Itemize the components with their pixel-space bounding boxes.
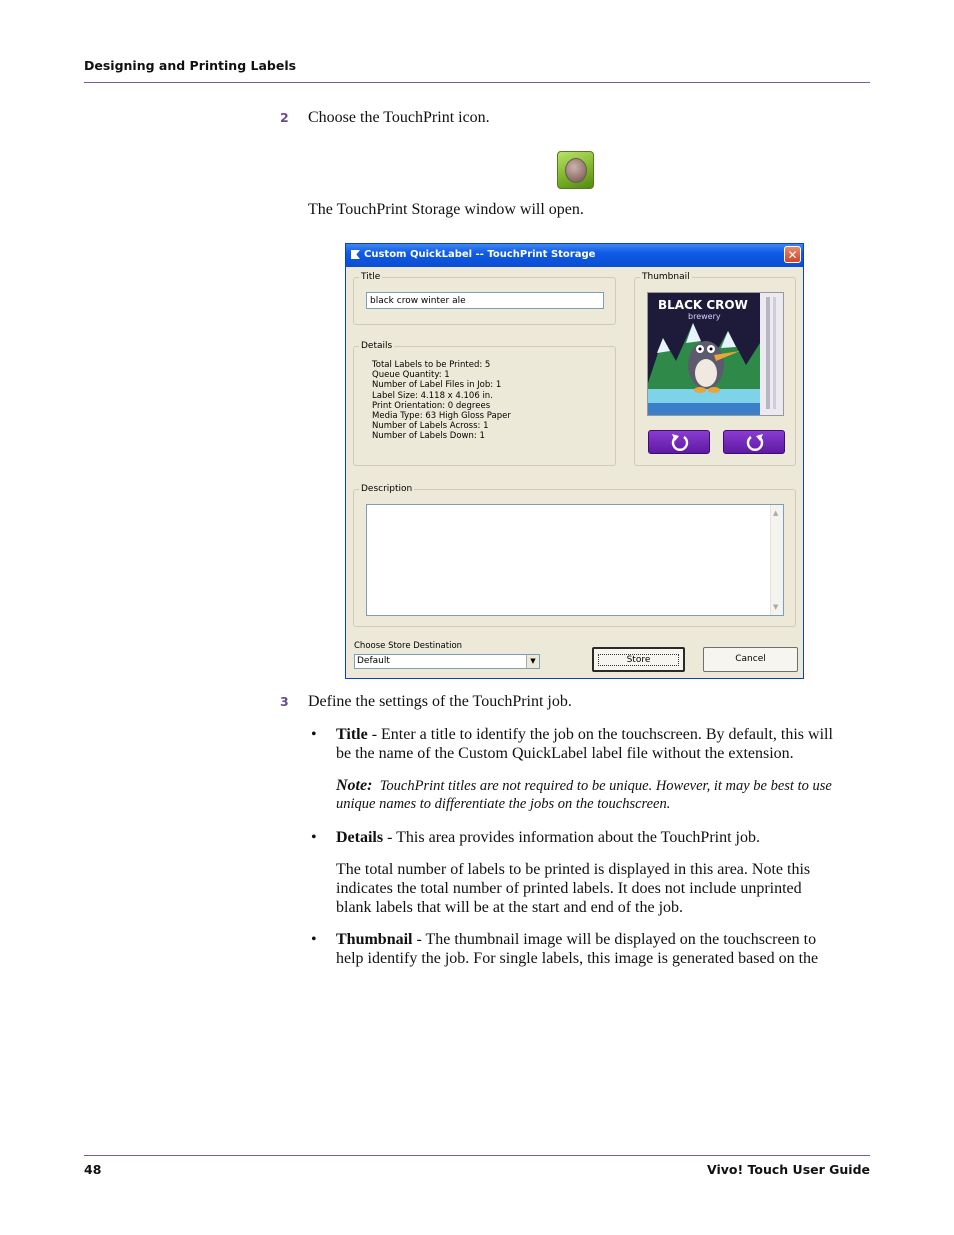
title-bullet-line2: be the name of the Custom QuickLabel label file without the extension. (336, 745, 794, 762)
details-bullet-line (336, 828, 760, 847)
step-2-result-text: The TouchPrint Storage window will open. (308, 201, 584, 218)
description-textarea[interactable] (366, 504, 784, 616)
title-bullet-line1 (336, 725, 833, 744)
cancel-button[interactable]: Cancel (703, 647, 798, 672)
thumbnail-description: - The thumbnail image will be displayed on the touchscreen to (412, 931, 817, 948)
store-destination-select[interactable] (354, 654, 540, 669)
note-line2: unique names to differentiate the jobs on the touchscreen. (336, 796, 671, 812)
bullet-icon: • (311, 726, 317, 743)
description-group-label: Description (361, 484, 413, 494)
destination-label: Choose Store Destination (354, 641, 463, 651)
description-scrollbar[interactable] (770, 505, 783, 615)
details-group-label: Details (361, 341, 393, 351)
description-group (353, 484, 796, 627)
thumbnail-bullet-line2: help identify the job. For single labels, this image is generated based on the (336, 950, 819, 967)
details-line: Number of Labels Across: 1 (372, 421, 489, 432)
rotate-right-button[interactable] (723, 430, 785, 454)
footer-rule (84, 1155, 870, 1156)
thumbnail-bullet-line1 (336, 930, 816, 949)
guide-title: Vivo! Touch User Guide (707, 1162, 870, 1177)
scroll-down-icon[interactable]: ▼ (773, 603, 779, 611)
step-3-text: Define the settings of the TouchPrint job. (308, 693, 572, 710)
details-line: Print Orientation: 0 degrees (372, 400, 491, 411)
touchprint-storage-window (345, 243, 804, 679)
page-number: 48 (84, 1162, 102, 1177)
thumbnail-term: Thumbnail (336, 931, 413, 948)
details-line: Media Type: 63 High Gloss Paper (372, 411, 511, 422)
running-header: Designing and Printing Labels (84, 58, 297, 73)
title-group-label: Title (361, 272, 381, 282)
rotate-left-icon (670, 433, 690, 451)
details-line: Number of Label Files in Job: 1 (372, 380, 502, 391)
details-para-line3: blank labels that will be at the start and end of the job. (336, 899, 684, 916)
label-thumbnail-image (647, 292, 784, 416)
touchprint-icon (557, 151, 594, 189)
store-destination-value: Default (357, 656, 390, 666)
store-button-label: Store (598, 654, 680, 666)
window-title: Custom QuickLabel -- TouchPrint Storage (364, 249, 596, 260)
scroll-up-icon[interactable]: ▲ (773, 509, 779, 517)
details-description: - This area provides information about the TouchPrint job. (383, 829, 760, 846)
rotate-left-button[interactable] (648, 430, 710, 454)
note-line1 (336, 776, 832, 796)
title-group (353, 272, 616, 325)
window-app-icon (351, 250, 360, 259)
details-term: Details (336, 829, 384, 846)
header-rule (84, 82, 870, 83)
step-2-text: Choose the TouchPrint icon. (308, 109, 490, 126)
step-number-2: 2 (280, 110, 289, 125)
bullet-icon: • (311, 931, 317, 948)
thumbnail-group (634, 272, 796, 466)
bullet-icon: • (311, 829, 317, 846)
window-titlebar[interactable] (346, 244, 803, 267)
title-description: - Enter a title to identify the job on the touchscreen. By default, this will (367, 726, 833, 743)
chevron-down-icon[interactable]: ▼ (526, 655, 539, 668)
title-term: Title (336, 726, 368, 743)
details-group (353, 341, 616, 466)
details-line: Total Labels to be Printed: 5 (372, 360, 491, 370)
details-line: Label Size: 4.118 x 4.106 in. (372, 390, 493, 401)
note-label: Note: (336, 777, 373, 794)
close-button[interactable]: ✕ (784, 246, 801, 263)
store-button[interactable] (592, 647, 685, 672)
thumbnail-sub-text: brewery (688, 312, 721, 321)
title-input[interactable]: black crow winter ale (366, 292, 604, 309)
details-line: Queue Quantity: 1 (372, 370, 450, 381)
rotate-right-icon (745, 433, 765, 451)
details-list (372, 360, 511, 442)
details-para-line1: The total number of labels to be printed is displayed in this area. Note this (336, 861, 811, 878)
step-number-3: 3 (280, 694, 289, 709)
details-line: Number of Labels Down: 1 (372, 431, 485, 442)
thumbnail-group-label: Thumbnail (642, 272, 690, 282)
note-text: TouchPrint titles are not required to be unique. However, it may be best to use (379, 778, 832, 794)
details-para-line2: indicates the total number of printed labels. It does not include unprinted (336, 880, 802, 897)
thumbnail-brand-text: BLACK CROW (658, 298, 748, 312)
thumbnail-artwork (648, 293, 783, 415)
